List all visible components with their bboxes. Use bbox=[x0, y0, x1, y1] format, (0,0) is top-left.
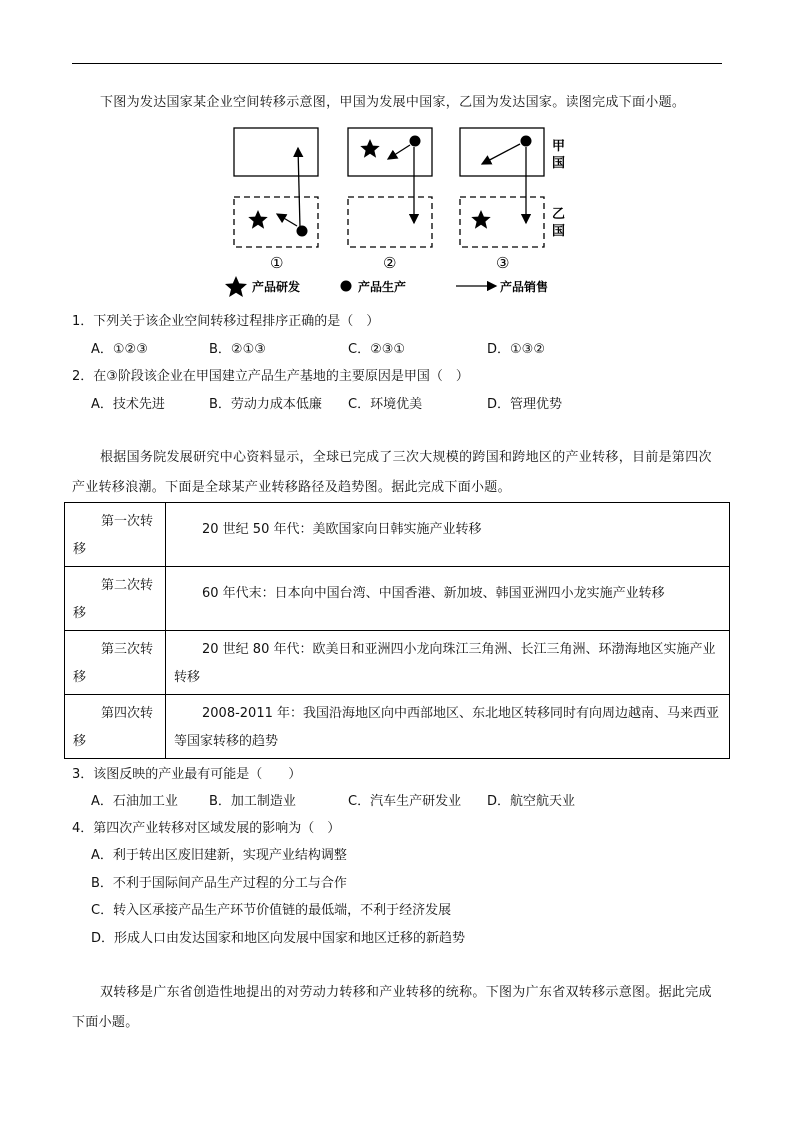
stage2-country-a-box bbox=[348, 128, 432, 176]
intro-paragraph-2: 根据国务院发展研究中心资料显示，全球已完成了三次大规模的跨国和跨地区的产业转移，目前是第四次产业转移浪潮。下面是全球某产业转移路径及趋势图。据此完成下面小题。 bbox=[72, 450, 712, 495]
table-row bbox=[65, 567, 730, 631]
stage3-arrow-local bbox=[482, 144, 520, 164]
q4-option-d[interactable]: D．形成人口由发达国家和地区向发展中国家和地区迁移的新趋势 bbox=[91, 931, 466, 946]
table-row bbox=[65, 503, 730, 567]
table-cell-desc: 2008-2011 年：我国沿海地区向中西部地区、东北地区转移同时有向周边越南、马来西亚等国家转移的趋势 bbox=[166, 695, 730, 759]
table-cell-stage: 第一次转移 bbox=[65, 503, 166, 567]
q1-option-b[interactable]: B．②①③ bbox=[209, 342, 266, 357]
q4-option-a[interactable]: A．利于转出区废旧建新，实现产业结构调整 bbox=[91, 848, 347, 863]
question-2: 2．在③阶段该企业在甲国建立产品生产基地的主要原因是甲国（ ） bbox=[72, 369, 469, 384]
q4-option-c[interactable]: C．转入区承接产品生产环节价值链的最低端，不利于经济发展 bbox=[91, 903, 452, 918]
q3-option-b[interactable]: B．加工制造业 bbox=[209, 794, 296, 809]
q3-option-a[interactable]: A．石油加工业 bbox=[91, 794, 178, 809]
stage2-rd-star-icon bbox=[360, 139, 379, 158]
stage1-country-b-box bbox=[234, 197, 318, 247]
q2-option-c[interactable]: C．环境优美 bbox=[348, 397, 423, 412]
stage3-country-b-box bbox=[460, 197, 544, 247]
stage2-production-dot-icon bbox=[410, 136, 421, 147]
stage1-arrow-local bbox=[277, 214, 297, 226]
stage-label-3: ③ bbox=[496, 254, 510, 272]
table-cell-desc: 60 年代末：日本向中国台湾、中国香港、新加坡、韩国亚洲四小龙实施产业转移 bbox=[166, 567, 730, 631]
stage3-country-a-box bbox=[460, 128, 544, 176]
stage1-country-a-box bbox=[234, 128, 318, 176]
intro-paragraph-3: 双转移是广东省创造性地提出的对劳动力转移和产业转移的统称。下图为广东省双转移示意图。据此完成下面小题。 bbox=[72, 985, 712, 1030]
stage2-country-b-box bbox=[348, 197, 432, 247]
q2-option-a[interactable]: A．技术先进 bbox=[91, 397, 165, 412]
industry-transfer-table bbox=[64, 502, 730, 759]
question-1: 1．下列关于该企业空间转移过程排序正确的是（ ） bbox=[72, 314, 380, 329]
legend-star-icon bbox=[225, 276, 247, 297]
q2-option-b[interactable]: B．劳动力成本低廉 bbox=[209, 397, 322, 412]
stage1-arrow-up bbox=[298, 148, 300, 228]
table-cell-stage: 第三次转移 bbox=[65, 631, 166, 695]
legend-dot-icon bbox=[341, 281, 352, 292]
table-cell-desc: 20 世纪 80 年代：欧美日和亚洲四小龙向珠江三角洲、长江三角洲、环渤海地区实施产业转移 bbox=[166, 631, 730, 695]
stage3-rd-star-icon bbox=[471, 210, 490, 229]
enterprise-transfer-diagram bbox=[220, 120, 580, 300]
table-cell-stage: 第二次转移 bbox=[65, 567, 166, 631]
q2-option-d[interactable]: D．管理优势 bbox=[487, 397, 563, 412]
legend-production-label: 产品生产 bbox=[358, 280, 407, 294]
intro-paragraph-1: 下图为发达国家某企业空间转移示意图，甲国为发展中国家，乙国为发达国家。读图完成下面小题。 bbox=[100, 95, 686, 110]
country-b-label-1: 乙 bbox=[552, 207, 566, 222]
table-row bbox=[65, 631, 730, 695]
q1-option-d[interactable]: D．①③② bbox=[487, 342, 545, 357]
q3-option-c[interactable]: C．汽车生产研发业 bbox=[348, 794, 462, 809]
stage1-rd-star-icon bbox=[248, 210, 267, 229]
q1-option-c[interactable]: C．②③① bbox=[348, 342, 406, 357]
country-a-label-2: 国 bbox=[552, 156, 566, 171]
stage1-production-dot-icon bbox=[297, 226, 308, 237]
question-3: 3．该图反映的产业最有可能是（ ） bbox=[72, 767, 302, 782]
q4-option-b[interactable]: B．不利于国际间产品生产过程的分工与合作 bbox=[91, 876, 347, 891]
header-rule bbox=[72, 63, 722, 64]
q3-option-d[interactable]: D．航空航天业 bbox=[487, 794, 576, 809]
table-cell-stage: 第四次转移 bbox=[65, 695, 166, 759]
stage3-production-dot-icon bbox=[521, 136, 532, 147]
table-row bbox=[65, 695, 730, 759]
legend-sales-label: 产品销售 bbox=[500, 280, 549, 294]
table-cell-desc: 20 世纪 50 年代：美欧国家向日韩实施产业转移 bbox=[166, 503, 730, 567]
legend-rd-label: 产品研发 bbox=[252, 280, 301, 294]
stage-label-1: ① bbox=[270, 254, 284, 272]
stage2-arrow-local bbox=[388, 145, 410, 159]
country-a-label-1: 甲 bbox=[552, 139, 566, 154]
country-b-label-2: 国 bbox=[552, 224, 566, 239]
q1-option-a[interactable]: A．①②③ bbox=[91, 342, 148, 357]
stage-label-2: ② bbox=[383, 254, 397, 272]
question-4: 4．第四次产业转移对区域发展的影响为（ ） bbox=[72, 821, 341, 836]
